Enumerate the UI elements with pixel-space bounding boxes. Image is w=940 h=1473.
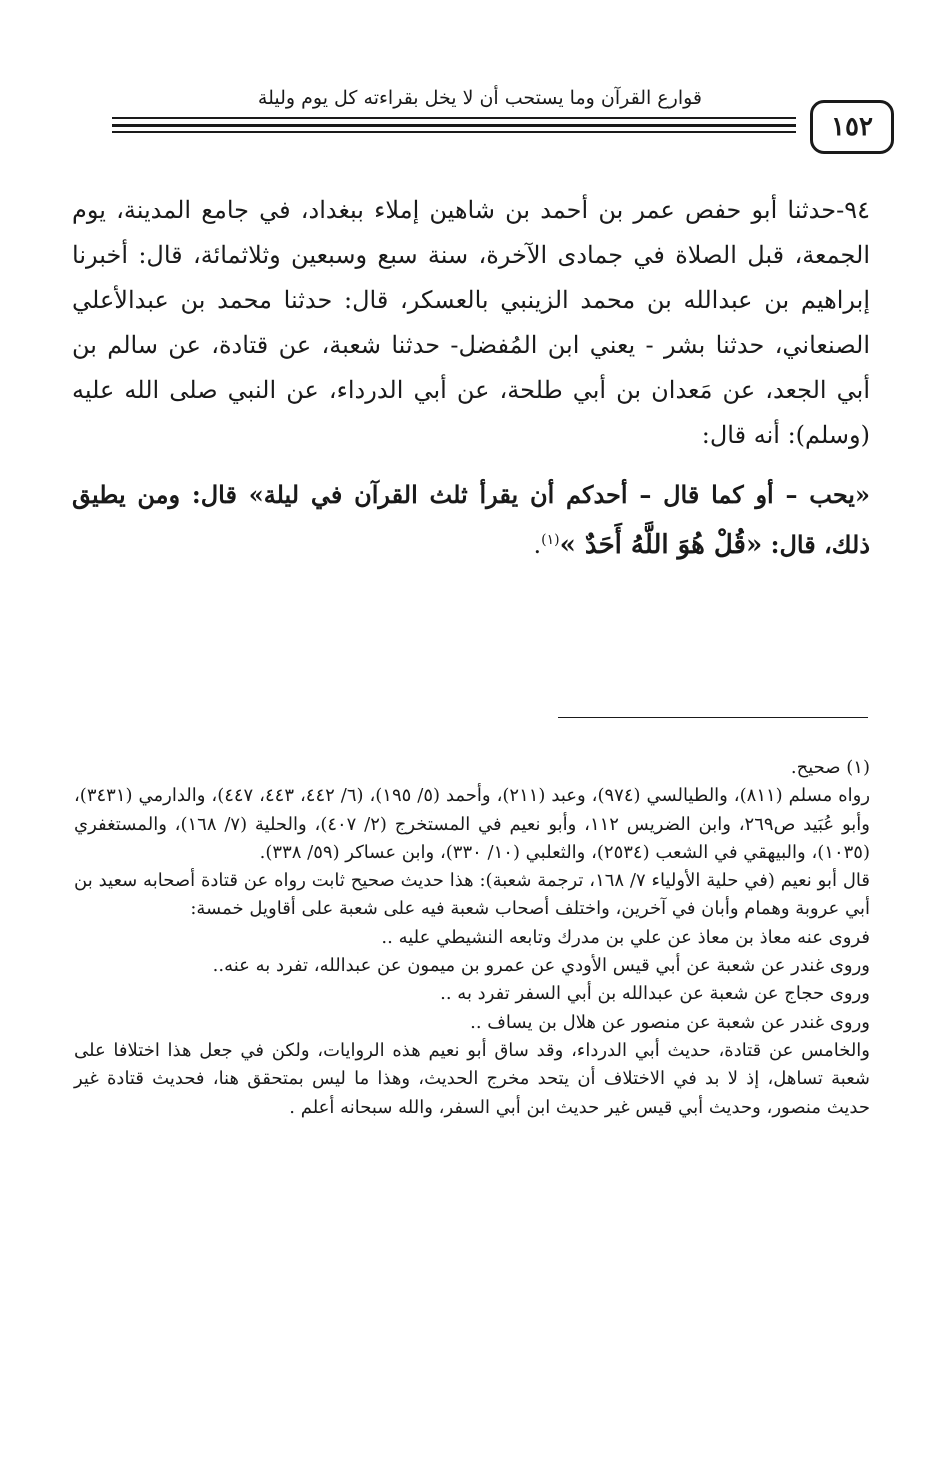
header-title: قوارع القرآن وما يستحب أن لا يخل بقراءته كل يوم وليلة [257, 87, 702, 109]
footnote-reference: (١) [541, 532, 560, 548]
footnote-line: قال أبو نعيم (في حلية الأولياء ٧/ ١٦٨، ترجمة شعبة): هذا حديث صحيح ثابت رواه عن قتادة أصحابه سعيد بن أبي عروبة وهمام وأبان في آخرين، واختلف أصحاب شعبة فيه على شعبة على أقاويل خمسة: [74, 870, 870, 920]
quran-verse: «قُلْ هُوَ اللَّهُ أَحَدٌ » [559, 530, 763, 560]
sentence-end: . [533, 531, 542, 559]
footnote-line: فروى عنه معاذ بن معاذ عن علي بن مدرك وتابعه النشيطي عليه .. [381, 926, 870, 948]
hadith-paragraph [72, 472, 870, 568]
hadith-text: «يحب – أو كما قال – أحدكم أن يقرأ ثلث القرآن في ليلة» قال: ومن يطيق ذلك، قال: [72, 480, 870, 559]
footnote-separator [558, 717, 868, 718]
footnote-line: وروى حجاج عن شعبة عن عبدالله بن أبي السفر تفرد به .. [440, 983, 870, 1005]
footnote-line: (١) صحيح. [790, 757, 870, 778]
header-rule-top [112, 117, 796, 119]
footnotes [74, 754, 870, 1122]
header-rule-bottom [112, 131, 796, 133]
footnote-line: والخامس عن قتادة، حديث أبي الدرداء، وقد ساق أبو نعيم هذه الروايات، ولكن في جعل هذا اختلافا على شعبة تساهل، إذ لا بد في الاختلاف أن يتحد مخرج الحديث، وهذا ما ليس بمتحقق هنا، فحديث قتادة غير حديث منصور، وحديث أبي قيس غير حديث ابن أبي السفر، والله سبحانه أعلم . [74, 1039, 870, 1118]
footnote-line: رواه مسلم (٨١١)، والطيالسي (٩٧٤)، وعبد (٢١١)، وأحمد (٥/ ١٩٥)، (٦/ ٤٤٢، ٤٤٣، ٤٤٧)، والدارمي (٣٤٣١)، وأبو عُبَيد ص٢٦٩، وابن الضريس ١١٢، وأبو نعيم في المستخرج (٢/ ٤٠٧)، والحلية (٧/ ١٦٨)، والمستغفري (١٠٣٥)، والبيهقي في الشعب (٢٥٣٤)، والثعلبي (١٠/ ٣٣٠)، وابن عساكر (٥٩/ ٣٣٨). [74, 785, 871, 863]
isnad-paragraph: ٩٤-حدثنا أبو حفص عمر بن أحمد بن شاهين إملاء ببغداد، في جامع المدينة، يوم الجمعة، قبل الصلاة في جمادى الآخرة، سنة سبع وسبعين وثلاثمائة، قال: أخبرنا إبراهيم بن عبدالله بن محمد الزينبي بالعسكر، قال: حدثنا محمد بن عبدالأعلي الصنعاني، حدثنا بشر - يعني ابن المُفضل- حدثنا شعبة، عن قتادة، عن سالم بن أبي الجعد، عن مَعدان بن أبي طلحة، عن أبي الدرداء، عن النبي صلى الله عليه (وسلم): أنه قال: [72, 196, 870, 449]
header-rule-middle [112, 124, 796, 127]
footnote-line: وروى غندر عن شعبة عن منصور عن هلال بن يساف .. [470, 1011, 870, 1033]
page-number-badge [810, 100, 894, 154]
main-text [72, 188, 870, 568]
footnote-line: وروى غندر عن شعبة عن أبي قيس الأودي عن عمرو بن ميمون عن عبدالله، تفرد به عنه.. [212, 955, 870, 977]
page-number: ١٥٢ [831, 112, 873, 142]
